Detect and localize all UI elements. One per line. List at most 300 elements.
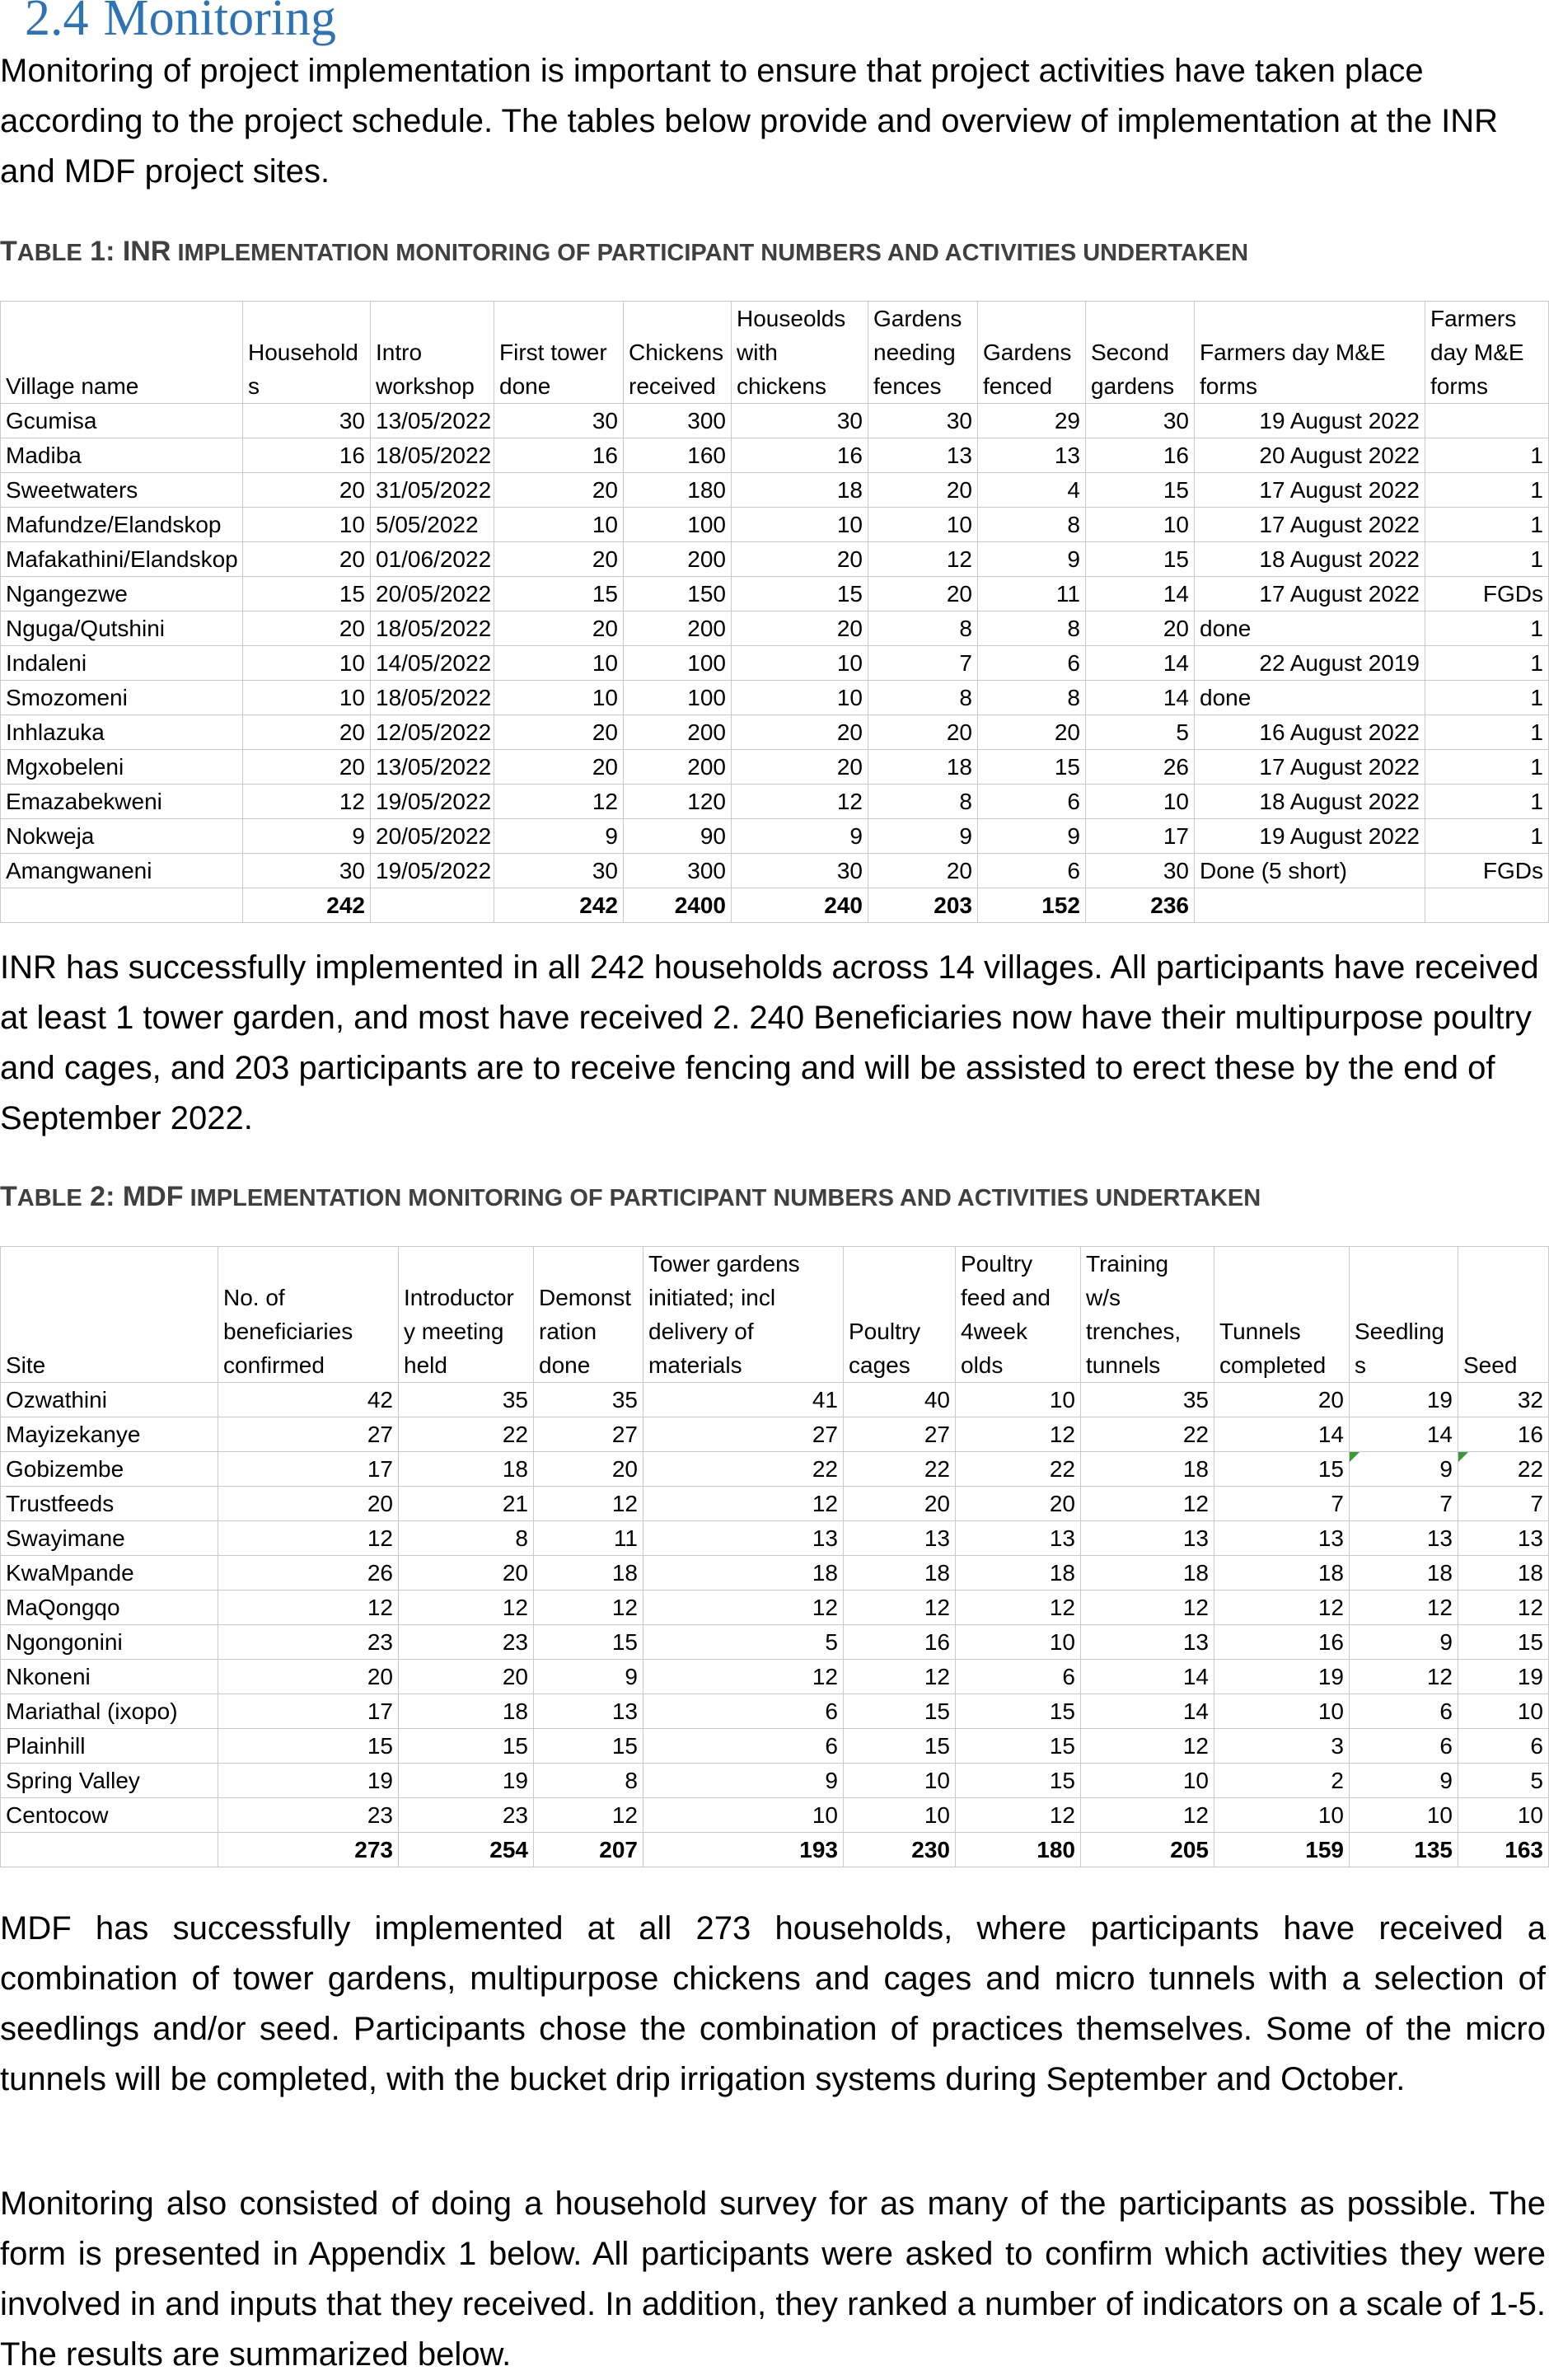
table-cell: 9: [978, 542, 1086, 577]
table-cell: 15: [494, 577, 624, 611]
table-cell: 20: [243, 750, 371, 785]
table-cell: 8: [399, 1521, 534, 1556]
table-cell: Mafakathini/Elandskop: [1, 542, 243, 577]
table-cell: 14: [1214, 1417, 1350, 1452]
table-cell: 17 August 2022: [1195, 508, 1425, 542]
table-cell: 18: [1350, 1556, 1458, 1591]
table-cell: 9: [1350, 1764, 1458, 1798]
table-cell: 13: [956, 1521, 1081, 1556]
table-cell: 8: [868, 681, 978, 715]
table-cell: 26: [218, 1556, 399, 1591]
table-row: [1, 542, 1549, 577]
table-cell: 13: [1458, 1521, 1549, 1556]
inr-table-header-line: [629, 302, 726, 335]
table-row: [1, 1764, 1549, 1798]
table-cell: 12: [1081, 1487, 1214, 1521]
table-cell: 13: [1081, 1625, 1214, 1660]
mdf-table-header-line: delivery of: [648, 1319, 754, 1344]
table1-caption-prefix: T: [0, 236, 17, 267]
table-cell: 8: [868, 611, 978, 646]
table-cell: 19 August 2022: [1195, 819, 1425, 854]
inr-table-header-line: [1200, 302, 1420, 335]
table-cell: 18: [1081, 1452, 1214, 1487]
inr-table-header-line: [248, 302, 365, 335]
mdf-table-header-line: Tower gardens: [648, 1251, 800, 1277]
table-cell: 14/05/2022: [371, 646, 494, 681]
table-cell: 150: [624, 577, 732, 611]
table2-caption-text: IMPLEMENTATION MONITORING OF PARTICIPANT NUMBERS AND ACTIVITIES UNDERTAKEN: [183, 1185, 1261, 1211]
total-cell: [1, 1833, 218, 1867]
inr-table-header-line: forms: [1200, 373, 1257, 399]
inr-table-header-line: with: [737, 340, 778, 365]
table-cell: 18: [844, 1556, 956, 1591]
table-cell: 19/05/2022: [371, 785, 494, 819]
table-cell: Centocow: [1, 1798, 218, 1833]
table-cell: 16: [1214, 1625, 1350, 1660]
table-cell: 1: [1425, 715, 1549, 750]
table-cell: 20: [494, 715, 624, 750]
table-cell: 15: [956, 1764, 1081, 1798]
table-cell: 11: [534, 1521, 643, 1556]
table-cell: 20: [732, 611, 868, 646]
table-cell: 15: [1214, 1452, 1350, 1487]
table-row: [1, 473, 1549, 508]
total-cell: 207: [534, 1833, 643, 1867]
table-cell: 12: [1081, 1591, 1214, 1625]
table-cell: 300: [624, 854, 732, 888]
table-cell: 30: [243, 404, 371, 438]
inr-table-header-row: [1, 302, 1549, 404]
table-cell: 18/05/2022: [371, 611, 494, 646]
mdf-table-header-line: s: [1355, 1352, 1366, 1378]
table-cell: 30: [494, 404, 624, 438]
section-number: 2.4: [25, 0, 89, 46]
table-cell: Plainhill: [1, 1729, 218, 1764]
table-cell: MaQongqo: [1, 1591, 218, 1625]
table-cell: 6: [1350, 1694, 1458, 1729]
inr-table-header-cell: [1425, 302, 1549, 404]
table-cell: 35: [1081, 1383, 1214, 1417]
table-cell: 15: [1458, 1625, 1549, 1660]
table-cell: 16: [844, 1625, 956, 1660]
mdf-table-header-line: confirmed: [223, 1352, 325, 1378]
mdf-table-header-cell: [1081, 1247, 1214, 1383]
table-cell: 12: [534, 1591, 643, 1625]
table-cell: 18: [1458, 1556, 1549, 1591]
table-cell: 35: [534, 1383, 643, 1417]
table-cell: 17: [218, 1694, 399, 1729]
table-row: [1, 438, 1549, 473]
mdf-table-header-line: materials: [648, 1352, 742, 1378]
table-cell: 8: [534, 1764, 643, 1798]
mdf-table-header-line: olds: [961, 1352, 1004, 1378]
table-cell: 10: [844, 1764, 956, 1798]
table-cell: 41: [643, 1383, 844, 1417]
mdf-table-header-line: trenches,: [1086, 1319, 1182, 1344]
mdf-table-header-cell: [399, 1247, 534, 1383]
table-cell: 13/05/2022: [371, 750, 494, 785]
table-cell: Ngongonini: [1, 1625, 218, 1660]
table-cell: 18: [399, 1694, 534, 1729]
table-cell: 12/05/2022: [371, 715, 494, 750]
table-row: [1, 577, 1549, 611]
table-cell: 5: [1458, 1764, 1549, 1798]
table-cell: 9: [1350, 1625, 1458, 1660]
table-cell: 6: [978, 785, 1086, 819]
table-cell: 30: [1086, 404, 1195, 438]
inr-table-header-cell: [732, 302, 868, 404]
mdf-table-header-line: Training: [1086, 1251, 1169, 1277]
table-cell: 23: [218, 1625, 399, 1660]
table-cell: 23: [218, 1798, 399, 1833]
table-cell: 12: [534, 1487, 643, 1521]
table-cell: 27: [643, 1417, 844, 1452]
table-cell: 12: [243, 785, 371, 819]
table-cell: 20/05/2022: [371, 577, 494, 611]
table-cell: 20: [868, 854, 978, 888]
table-cell: 20/05/2022: [371, 819, 494, 854]
total-cell: 254: [399, 1833, 534, 1867]
table-cell: 12: [1214, 1591, 1350, 1625]
table1-caption-prefix-sc: ABLE: [16, 240, 82, 266]
table-cell: Emazabekweni: [1, 785, 243, 819]
mdf-table-header-line: [1355, 1247, 1453, 1281]
table-cell: 20: [868, 577, 978, 611]
table-row: [1, 681, 1549, 715]
table-cell: 10: [1086, 508, 1195, 542]
table-cell: 22: [643, 1452, 844, 1487]
mdf-monitoring-table: [0, 1246, 1549, 1867]
table-cell: 12: [643, 1591, 844, 1625]
table-cell: 6: [643, 1729, 844, 1764]
table-cell: Nokweja: [1, 819, 243, 854]
total-cell: 135: [1350, 1833, 1458, 1867]
table-cell: done: [1195, 611, 1425, 646]
table-cell: 10: [732, 508, 868, 542]
mdf-table-header-cell: [1, 1247, 218, 1383]
table-cell: 30: [1086, 854, 1195, 888]
table-cell: 40: [844, 1383, 956, 1417]
inr-table-header-line: gardens: [1091, 373, 1175, 399]
table-cell: 12: [218, 1591, 399, 1625]
table-cell: 9: [868, 819, 978, 854]
table-cell: 22: [399, 1417, 534, 1452]
table-cell: 17 August 2022: [1195, 577, 1425, 611]
inr-table-header-cell: [1195, 302, 1425, 404]
table-cell: 18: [1081, 1556, 1214, 1591]
table2-caption-number: 2:: [82, 1181, 123, 1212]
table1-caption-number: 1:: [82, 236, 123, 267]
inr-table-header-line: received: [629, 373, 716, 399]
table-cell: 12: [1081, 1798, 1214, 1833]
inr-table-header-line: s: [248, 373, 260, 399]
total-cell: [1, 888, 243, 923]
mdf-table-header-line: [1219, 1247, 1344, 1281]
mdf-table-header-line: [1219, 1281, 1344, 1314]
mdf-table-header-cell: [956, 1247, 1081, 1383]
table-cell: 20: [243, 542, 371, 577]
intro-paragraph: Monitoring of project implementation is important to ensure that project activities have taken place according to the project schedule. The tables below provide and overview of implementation at the INR and MDF project sites.: [0, 53, 1499, 190]
table-cell: 12: [956, 1417, 1081, 1452]
table-cell: 12: [218, 1521, 399, 1556]
mdf-table-header-line: [849, 1281, 950, 1314]
table-cell: 1: [1425, 611, 1549, 646]
table-row: [1, 611, 1549, 646]
inr-table-header-line: needing: [873, 340, 956, 365]
table-cell: 21: [399, 1487, 534, 1521]
table-cell: 15: [844, 1729, 956, 1764]
mdf-table-header-line: Demonst: [539, 1285, 632, 1310]
table-cell: 8: [978, 508, 1086, 542]
table-cell: 12: [399, 1591, 534, 1625]
table-cell: 10: [956, 1383, 1081, 1417]
inr-table-header-line: [983, 302, 1080, 335]
table-cell: 1: [1425, 646, 1549, 681]
table-cell: 14: [1081, 1694, 1214, 1729]
table-cell: 8: [978, 681, 1086, 715]
table-cell: Mayizekanye: [1, 1417, 218, 1452]
table-cell: 19: [399, 1764, 534, 1798]
table-cell: 9: [243, 819, 371, 854]
table-cell: 20: [732, 750, 868, 785]
table-cell: 18: [1214, 1556, 1350, 1591]
table-cell: 180: [624, 473, 732, 508]
mdf-table-header-line: Poultry: [961, 1251, 1033, 1277]
table-cell: 35: [399, 1383, 534, 1417]
table-cell: 20: [868, 715, 978, 750]
table-cell: 20: [534, 1452, 643, 1487]
table-cell: 19: [1458, 1660, 1549, 1694]
total-cell: 230: [844, 1833, 956, 1867]
inr-table-header-line: Chickens: [629, 340, 724, 365]
table-cell: 7: [1214, 1487, 1350, 1521]
table-cell: 12: [844, 1660, 956, 1694]
table-cell: 9: [534, 1660, 643, 1694]
table-cell: 9: [978, 819, 1086, 854]
mdf-table-header-row: [1, 1247, 1549, 1383]
mdf-table-totals-row: [1, 1833, 1549, 1867]
table-cell: 19/05/2022: [371, 854, 494, 888]
table-cell: 5/05/2022: [371, 508, 494, 542]
table-row: [1, 646, 1549, 681]
table-row: [1, 1798, 1549, 1833]
table-cell: 13: [978, 438, 1086, 473]
table-cell: 3: [1214, 1729, 1350, 1764]
inr-table-header-line: chickens: [737, 373, 826, 399]
table-cell: 13: [1081, 1521, 1214, 1556]
table-cell: 14: [1086, 681, 1195, 715]
mdf-summary-paragraph: MDF has successfully implemented at all 273 households, where participants have received a combination of tower gardens, multipurpose chickens and cages and micro tunnels with a selection of seedlings and/or seed. Participants chose the combination of practices themselves. Some of the micro tunnels will be completed, with the bucket drip irrigation systems during September and October.: [0, 1910, 1546, 2097]
table2-caption-org: MDF: [122, 1181, 184, 1212]
mdf-table-header-line: [6, 1314, 213, 1348]
table-row: [1, 1729, 1549, 1764]
inr-table-header-cell: [243, 302, 371, 404]
comment-marked-cell: 9: [1350, 1452, 1458, 1487]
table-cell: 18/05/2022: [371, 438, 494, 473]
table-cell: 6: [1350, 1729, 1458, 1764]
mdf-table-header-cell: [844, 1247, 956, 1383]
inr-table-header-line: [499, 302, 618, 335]
inr-table-header-line: done: [499, 373, 551, 399]
table-cell: 12: [643, 1487, 844, 1521]
table-row: [1, 819, 1549, 854]
inr-table-header-line: day M&E: [1430, 340, 1524, 365]
table1-caption-text: IMPLEMENTATION MONITORING OF PARTICIPANT NUMBERS AND ACTIVITIES UNDERTAKEN: [171, 240, 1249, 266]
table-cell: 16: [732, 438, 868, 473]
inr-table-header-line: Houseolds: [737, 306, 846, 331]
inr-table-header-line: [6, 335, 237, 369]
mdf-table-header-line: feed and: [961, 1285, 1051, 1310]
table-cell: 16: [1458, 1417, 1549, 1452]
table-cell: 20: [844, 1487, 956, 1521]
table-cell: 10: [494, 646, 624, 681]
table-cell: Inhlazuka: [1, 715, 243, 750]
inr-table-header-line: [376, 302, 489, 335]
table-cell: 7: [868, 646, 978, 681]
table-cell: 1: [1425, 473, 1549, 508]
table-cell: 14: [1086, 646, 1195, 681]
total-cell: 180: [956, 1833, 1081, 1867]
mdf-table-header-line: [1355, 1281, 1453, 1314]
table-cell: Nkoneni: [1, 1660, 218, 1694]
table-cell: 26: [1086, 750, 1195, 785]
table-row: [1, 1556, 1549, 1591]
table-cell: 2: [1214, 1764, 1350, 1798]
mdf-table-header-line: [1463, 1314, 1543, 1348]
table-cell: 7: [1350, 1487, 1458, 1521]
table-cell: 23: [399, 1798, 534, 1833]
mdf-table-header-line: [6, 1247, 213, 1281]
total-cell: 242: [243, 888, 371, 923]
table-cell: 13: [534, 1694, 643, 1729]
table-cell: 13: [1350, 1521, 1458, 1556]
table-cell: 15: [978, 750, 1086, 785]
inr-table-header-cell: [494, 302, 624, 404]
mdf-table-header-line: ration: [539, 1319, 597, 1344]
inr-table-header-cell: [371, 302, 494, 404]
table-cell: 10: [1214, 1694, 1350, 1729]
table-cell: 8: [978, 611, 1086, 646]
inr-table-header-line: Gardens: [873, 306, 962, 331]
table-row: [1, 750, 1549, 785]
table-cell: 16: [494, 438, 624, 473]
table-cell: 15: [1086, 542, 1195, 577]
mdf-table-header-line: Tunnels: [1219, 1319, 1301, 1344]
inr-table-header-line: [1091, 302, 1189, 335]
table-row: [1, 1591, 1549, 1625]
table-cell: 22: [1081, 1417, 1214, 1452]
table-cell: 30: [243, 854, 371, 888]
mdf-table-header-line: Introductor: [404, 1285, 514, 1310]
mdf-table-header-line: [849, 1247, 950, 1281]
table-cell: Done (5 short): [1195, 854, 1425, 888]
table-cell: 1: [1425, 750, 1549, 785]
table-cell: Nguga/Qutshini: [1, 611, 243, 646]
table-cell: 6: [978, 854, 1086, 888]
comment-marked-cell: 22: [1458, 1452, 1549, 1487]
inr-table-header-cell: [978, 302, 1086, 404]
table-cell: Indaleni: [1, 646, 243, 681]
table-cell: 16: [243, 438, 371, 473]
mdf-table-header-cell: [1214, 1247, 1350, 1383]
inr-table-header-line: First tower: [499, 340, 607, 365]
inr-monitoring-table: [0, 301, 1549, 923]
table-cell: 200: [624, 542, 732, 577]
table-cell: 22: [844, 1452, 956, 1487]
table-cell: 20: [956, 1487, 1081, 1521]
table-row: [1, 1660, 1549, 1694]
table-cell: 20: [218, 1487, 399, 1521]
table-cell: 13: [844, 1521, 956, 1556]
table-cell: 14: [1350, 1417, 1458, 1452]
table-cell: 12: [956, 1798, 1081, 1833]
table-cell: 22 August 2019: [1195, 646, 1425, 681]
mdf-table-header-line: Seedling: [1355, 1319, 1444, 1344]
table-cell: 20: [243, 715, 371, 750]
table-cell: 10: [494, 508, 624, 542]
survey-paragraph: Monitoring also consisted of doing a household survey for as many of the participants as possible. The form is presented in Appendix 1 below. All participants were asked to confirm which activities they were involved in and inputs that they received. In addition, they ranked a number of indicators on a scale of 1-5. The results are summarized below.: [0, 2186, 1546, 2373]
inr-table-header-line: Farmers day M&E: [1200, 340, 1386, 365]
table-cell: 20: [399, 1660, 534, 1694]
total-cell: 240: [732, 888, 868, 923]
table-cell: 100: [624, 681, 732, 715]
table-cell: 17 August 2022: [1195, 473, 1425, 508]
table-cell: 15: [1086, 473, 1195, 508]
table-cell: 9: [732, 819, 868, 854]
table-cell: 42: [218, 1383, 399, 1417]
table-cell: 30: [732, 854, 868, 888]
table-cell: 100: [624, 508, 732, 542]
table-cell: 11: [978, 577, 1086, 611]
table-cell: 10: [1350, 1798, 1458, 1833]
table-cell: 18: [732, 473, 868, 508]
table-cell: 18: [868, 750, 978, 785]
table-cell: 1: [1425, 681, 1549, 715]
mdf-table-header-cell: [1458, 1247, 1549, 1383]
table-cell: Gobizembe: [1, 1452, 218, 1487]
table-cell: 5: [643, 1625, 844, 1660]
table-cell: Mafundze/Elandskop: [1, 508, 243, 542]
mdf-table-header-line: done: [539, 1352, 591, 1378]
table-cell: Mgxobeleni: [1, 750, 243, 785]
table-cell: 1: [1425, 542, 1549, 577]
table-cell: 20 August 2022: [1195, 438, 1425, 473]
table1-caption-org: INR: [122, 236, 171, 267]
inr-summary-paragraph: INR has successfully implemented in all 242 households across 14 villages. All participants have received at least 1 tower garden, and most have received 2. 240 Beneficiaries now have their multipurpose poultry and cages, and 203 participants are to receive fencing and will be assisted to erect these by the end of September 2022.: [0, 949, 1539, 1136]
inr-table-header-line: Gardens: [983, 340, 1072, 365]
table-cell: 13: [868, 438, 978, 473]
table-cell: 10: [494, 681, 624, 715]
table-cell: 200: [624, 750, 732, 785]
table-cell: KwaMpande: [1, 1556, 218, 1591]
table-cell: 10: [243, 681, 371, 715]
table-cell: 10: [1458, 1798, 1549, 1833]
table-row: [1, 1417, 1549, 1452]
mdf-table-header-line: No. of: [223, 1285, 285, 1310]
table2-caption-prefix-sc: ABLE: [16, 1185, 82, 1211]
mdf-table-header-cell: [1350, 1247, 1458, 1383]
mdf-table-header-line: [1463, 1281, 1543, 1314]
table-cell: 20: [868, 473, 978, 508]
mdf-table-header-line: initiated; incl: [648, 1285, 776, 1310]
section-heading: [25, 0, 336, 48]
table-cell: Mariathal (ixopo): [1, 1694, 218, 1729]
inr-table-header-line: [6, 302, 237, 335]
table-cell: Ozwathini: [1, 1383, 218, 1417]
table-cell: 1: [1425, 438, 1549, 473]
table-cell: Amangwaneni: [1, 854, 243, 888]
table-cell: Ngangezwe: [1, 577, 243, 611]
